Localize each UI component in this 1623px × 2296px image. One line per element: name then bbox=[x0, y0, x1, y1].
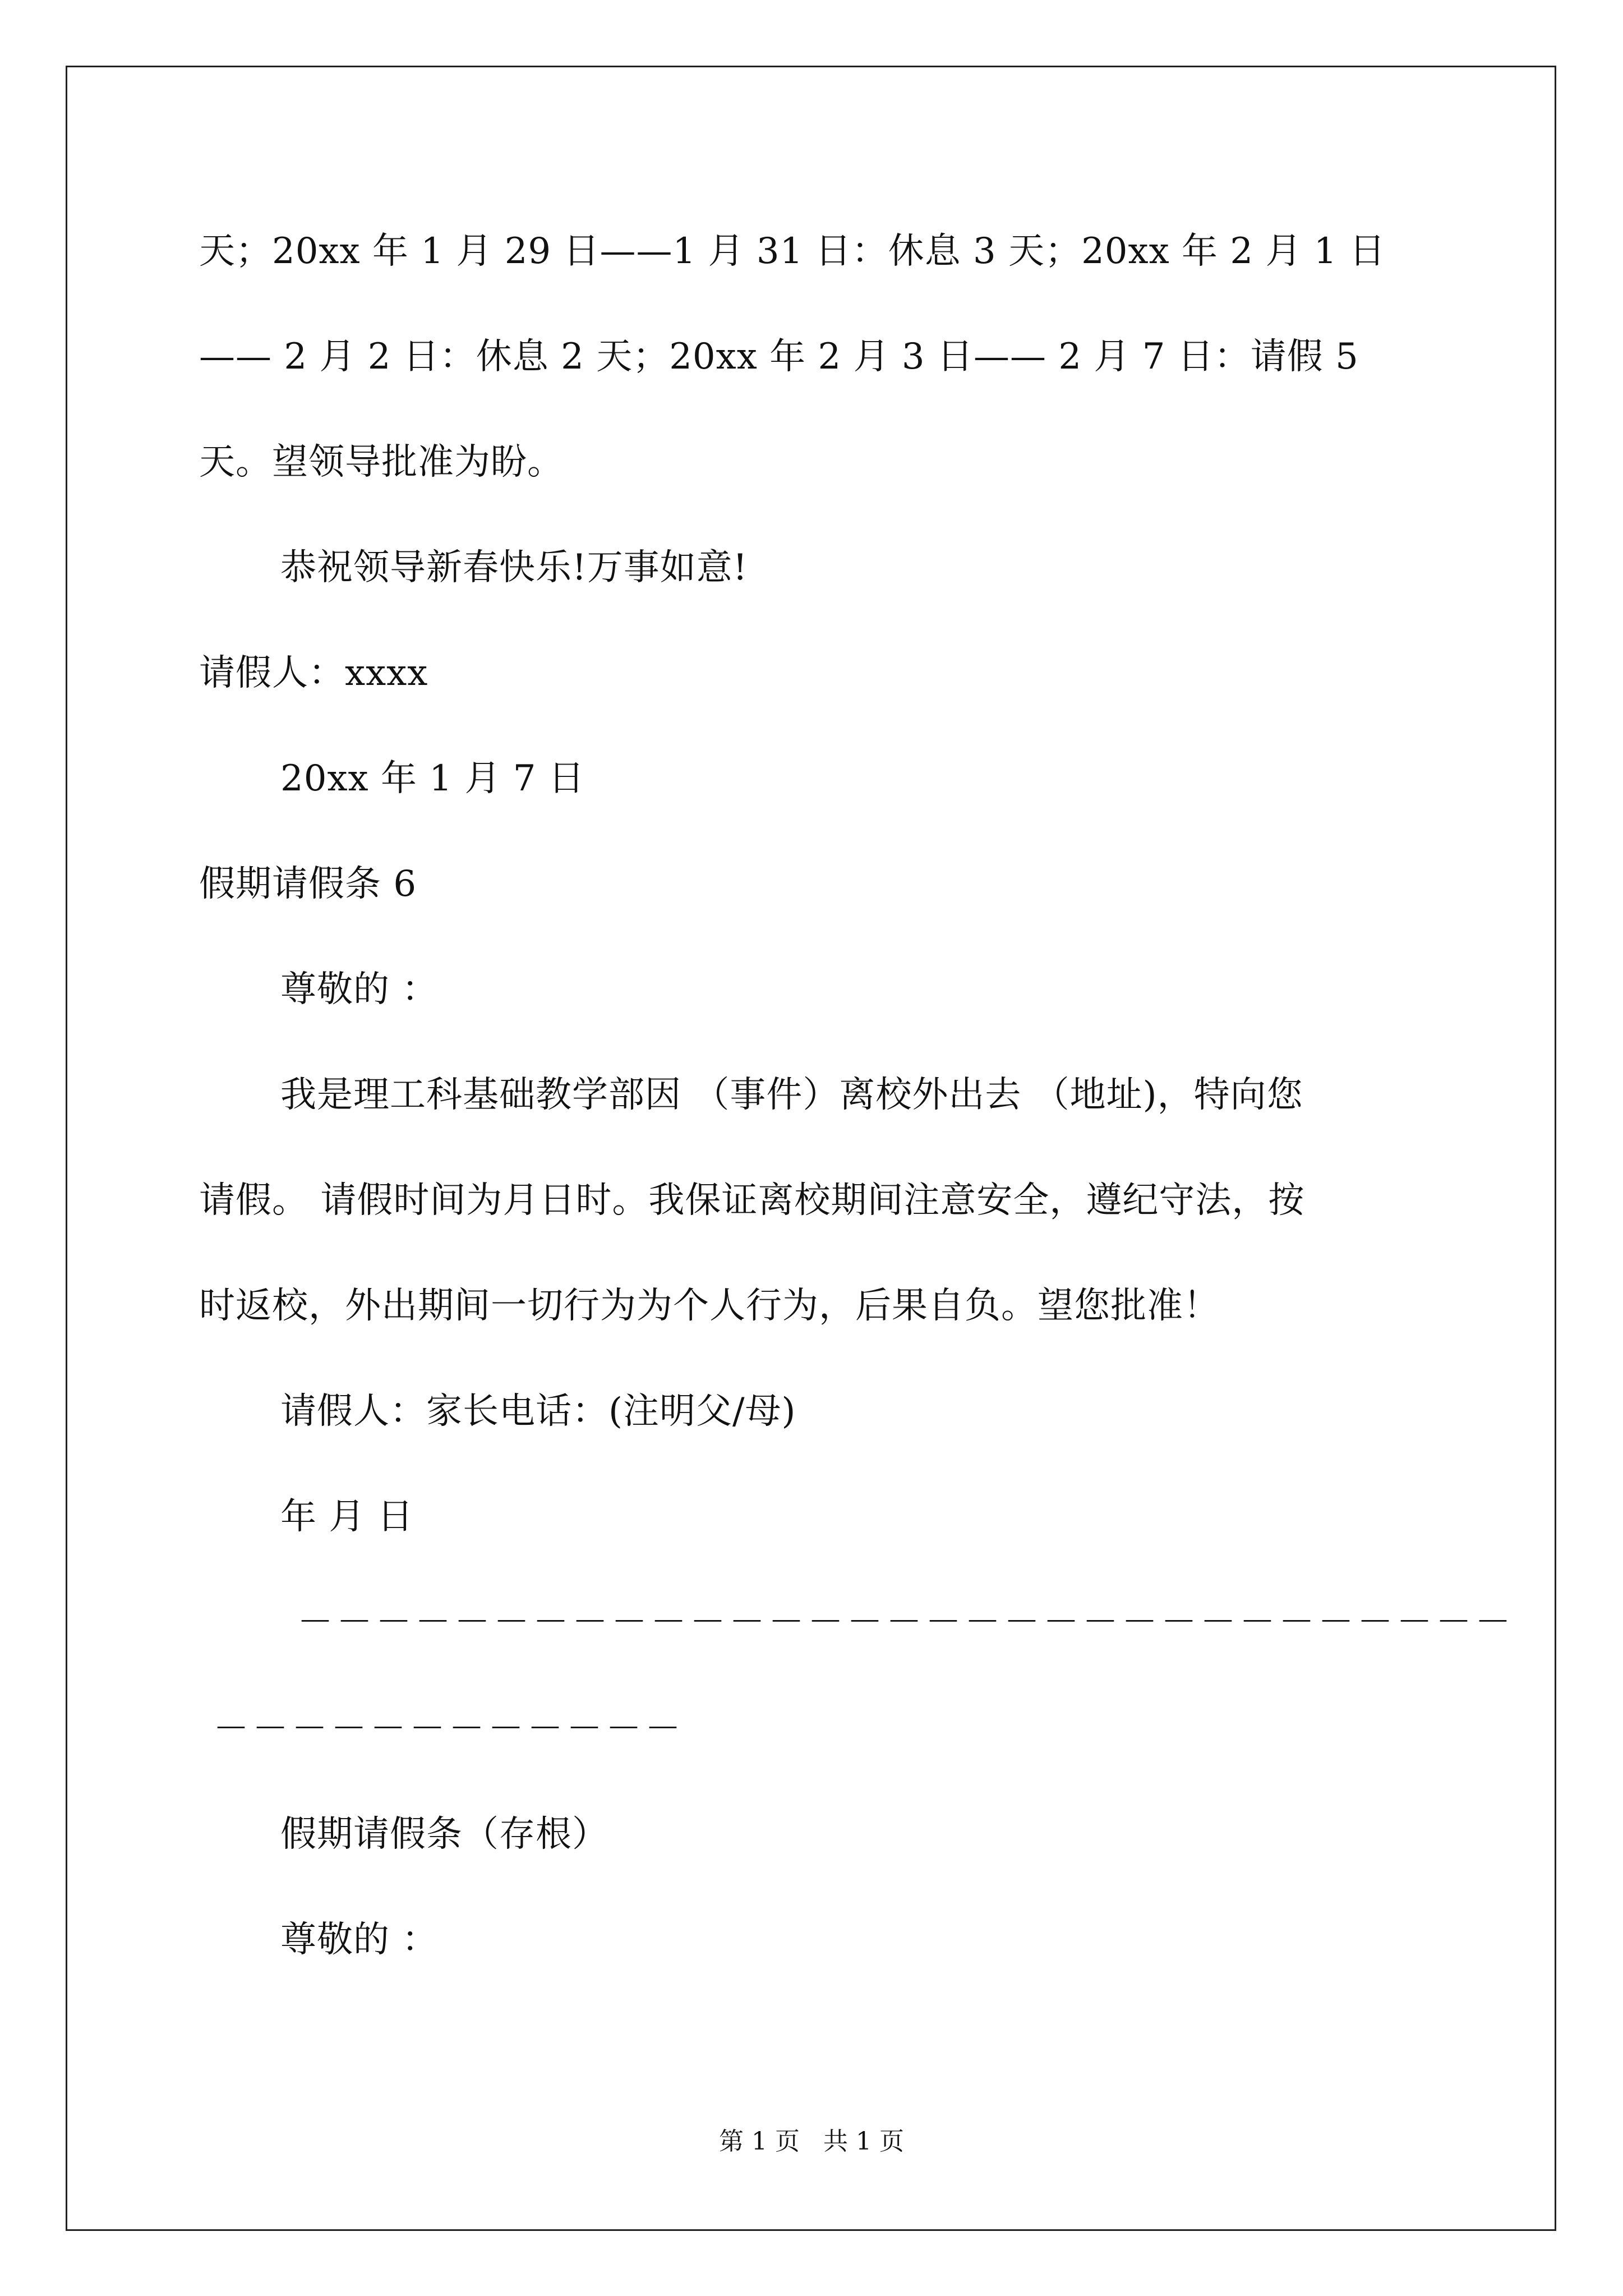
contact-line: 请假人：家长电话：(注明父/母) bbox=[280, 1391, 796, 1432]
date-line: 20xx 年 1 月 7 日 bbox=[280, 758, 585, 799]
request-line-1: 我是理工科基础教学部因 （事件）离校外出去 （地址)，特向您 bbox=[280, 1074, 1303, 1116]
page-border bbox=[66, 66, 1556, 2231]
body-line-3: 天。望领导批准为盼。 bbox=[199, 441, 564, 483]
greeting-line: 恭祝领导新春快乐!万事如意! bbox=[280, 547, 748, 588]
stub-heading: 假期请假条（存根） bbox=[280, 1814, 608, 1855]
request-line-3: 时返校，外出期间一切行为为个人行为，后果自负。望您批准！ bbox=[199, 1285, 1220, 1327]
section-heading: 假期请假条 6 bbox=[199, 863, 417, 905]
applicant-line: 请假人：xxxx bbox=[199, 652, 428, 694]
request-line-2: 请假。 请假时间为月日时。我保证离校期间注意安全，遵纪守法，按 bbox=[199, 1180, 1305, 1221]
body-line-2: —— 2 月 2 日：休息 2 天；20xx 年 2 月 3 日—— 2 月 7 日：请假 5 bbox=[199, 336, 1359, 378]
body-line-1: 天；20xx 年 1 月 29 日——1 月 31 日：休息 3 天；20xx 年 2 月 1 日 bbox=[199, 231, 1386, 272]
blank-date-line: 年 月 日 bbox=[280, 1496, 414, 1538]
stub-salutation: 尊敬的 ： bbox=[280, 1919, 439, 1961]
salutation-line: 尊敬的 ： bbox=[280, 969, 439, 1010]
cut-line-2: －－－－－－－－－－－－ bbox=[213, 1708, 684, 1750]
page-footer: 第 1 页 共 1 页 bbox=[719, 2127, 904, 2156]
cut-line-1: －－－－－－－－－－－－－－－－－－－－－－－－－－－－－－－ bbox=[297, 1602, 1514, 1643]
